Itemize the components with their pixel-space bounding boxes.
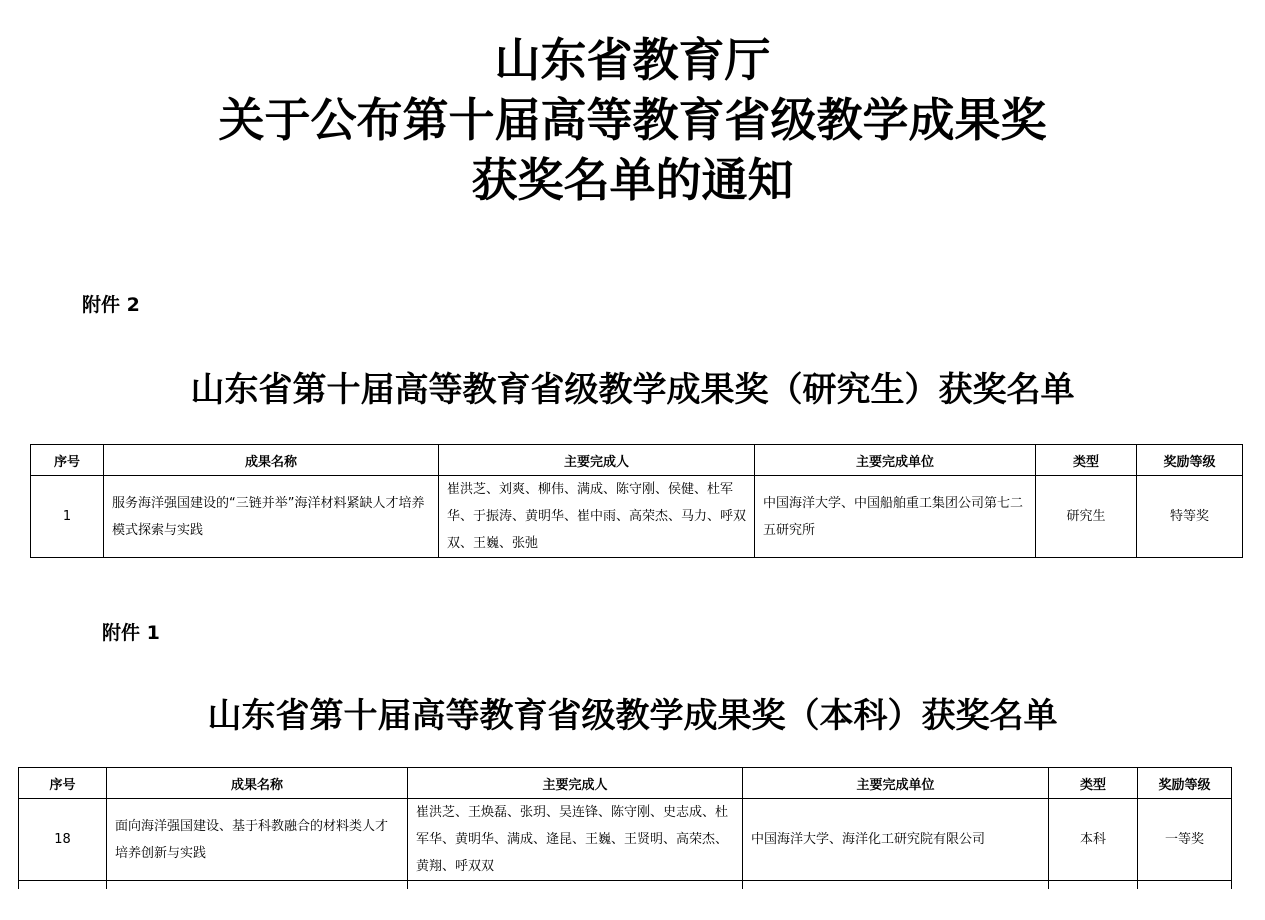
column-header: 奖励等级	[1137, 445, 1243, 476]
table-row	[19, 799, 1232, 881]
notice-title	[0, 30, 1265, 210]
column-header: 主要完成人	[439, 445, 755, 476]
column-header: 主要完成单位	[755, 445, 1036, 476]
attachment-label: 附件 1	[102, 622, 160, 644]
attachment-label: 附件 2	[82, 294, 140, 316]
cell-award-level: 一等奖	[1138, 799, 1232, 881]
cell-award-level: 特等奖	[1137, 476, 1243, 558]
column-header: 主要完成人	[408, 768, 743, 799]
undergraduate-award-table	[18, 767, 1232, 889]
cell-type: 研究生	[1036, 476, 1137, 558]
cell-type: 本科	[1049, 799, 1138, 881]
cell-number: 1	[31, 476, 104, 558]
table-header-row	[19, 768, 1232, 799]
undergraduate-list-title: 山东省第十届高等教育省级教学成果奖（本科）获奖名单	[207, 696, 1058, 736]
notice-title-line: 获奖名单的通知	[471, 153, 794, 207]
cell-number: 18	[19, 799, 107, 881]
column-header: 成果名称	[104, 445, 439, 476]
column-header: 奖励等级	[1138, 768, 1232, 799]
column-header: 序号	[19, 768, 107, 799]
table-row	[31, 476, 1243, 558]
cell-main-persons: 崔洪芝、王焕磊、张玥、吴连锋、陈守刚、史志成、杜军华、黄明华、满成、逄昆、王巍、王贤明、高荣杰、黄翔、呼双双	[408, 799, 743, 881]
cell-main-persons: 崔洪芝、刘爽、柳伟、满成、陈守刚、侯健、杜军华、于振涛、黄明华、崔中雨、高荣杰、马力、呼双双、王巍、张弛	[439, 476, 755, 558]
cell-main-units: 中国海洋大学、中国船舶重工集团公司第七二五研究所	[755, 476, 1036, 558]
notice-title-line: 关于公布第十届高等教育省级教学成果奖	[218, 93, 1047, 147]
column-header: 序号	[31, 445, 104, 476]
notice-title-line: 山东省教育厅	[494, 33, 771, 87]
table-row-continued	[19, 881, 1232, 890]
cell-main-units: 中国海洋大学、海洋化工研究院有限公司	[743, 799, 1049, 881]
column-header: 类型	[1049, 768, 1138, 799]
column-header: 成果名称	[107, 768, 408, 799]
column-header: 类型	[1036, 445, 1137, 476]
table-header-row	[31, 445, 1243, 476]
graduate-award-table	[30, 444, 1243, 558]
graduate-list-title: 山东省第十届高等教育省级教学成果奖（研究生）获奖名单	[190, 370, 1075, 410]
column-header: 主要完成单位	[743, 768, 1049, 799]
cell-achievement-name: 服务海洋强国建设的“三链并举”海洋材料紧缺人才培养模式探索与实践	[104, 476, 439, 558]
cell-achievement-name: 面向海洋强国建设、基于科教融合的材料类人才培养创新与实践	[107, 799, 408, 881]
